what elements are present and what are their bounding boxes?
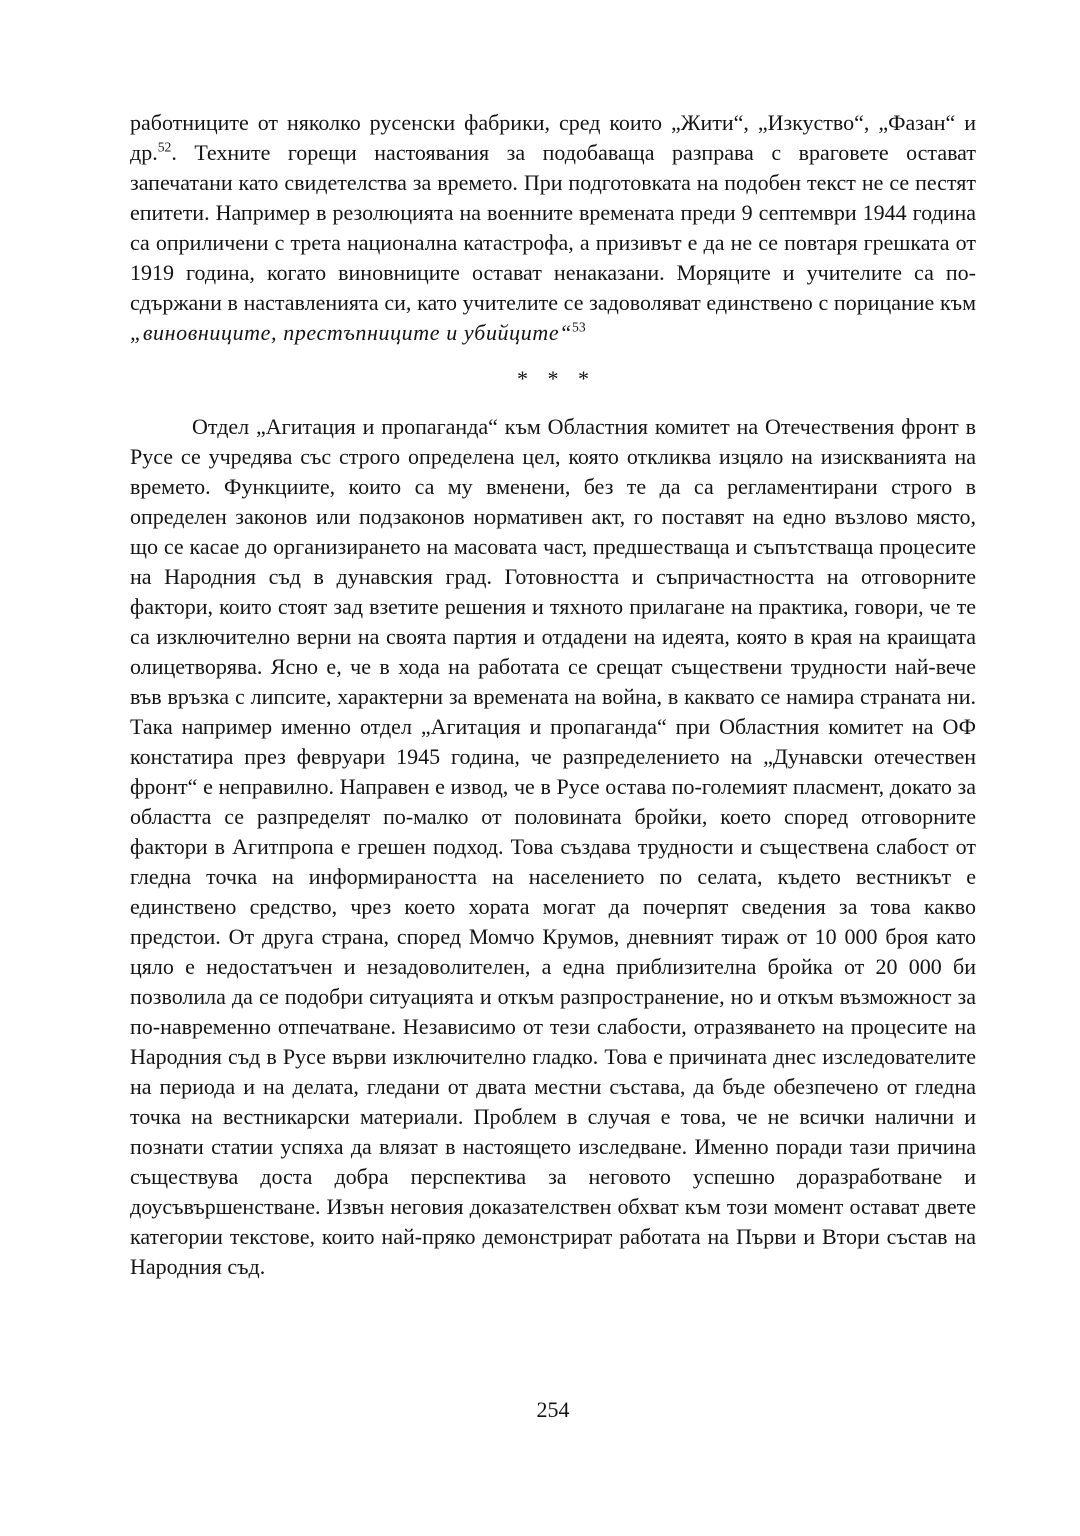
footnote-ref-52: 52 bbox=[157, 139, 172, 155]
text-block bbox=[130, 108, 976, 1282]
footnote-ref-53: 53 bbox=[572, 319, 586, 335]
para1-text-after-footnote: . Техните горещи настоявания за подобаваща разправа с враговете остават запечатани като свидетелства за времето. При подготовката на подобен текст не се пестят епитети. Например в резолюцията на военните времената преди 9 септември 1944 година са оприличени с трета национална катастрофа, а призивът е да не се повтаря грешката от 1919 година, когато виновниците остават ненаказани. Моряците и учителите са по-сдържани в наставленията си, като учителите се задоволяват единствено с порицание към bbox=[130, 140, 976, 315]
page-number: 254 bbox=[536, 1397, 570, 1422]
paragraph-main: Отдел „Агитация и пропаганда“ към Областния комитет на Отечествения фронт в Русе се учредява със строго определена цел, която откликва изцяло на изискванията на времето. Функциите, които са му вменени, без те да са регламентирани строго в определен законов или подзаконов нормативен акт, го поставят на едно възлово място, що се касае до организирането на масовата част, предшестваща и съпътстваща процесите на Народния съд в дунавския град. Готовността и съпричастността на отговорните фактори, които стоят зад взетите решения и тяхното прилагане на практика, говори, че те са изключително верни на своята партия и отдадени на идеята, която в края на краищата олицетворява. Ясно е, че в хода на работата се срещат съществени трудности най-вече във връзка с липсите, характерни за времената на война, в каквато се намира страната ни. Така например именно отдел „Агитация и пропаганда“ при Областния комитет на ОФ констатира през февруари 1945 година, че разпределението на „Дунавски отечествен фронт“ е неправилно. Направен е извод, че в Русе остава по-големият пласмент, докато за областта се разпределят по-малко от половината бройки, което според отговорните фактори в Агитпропа е грешен подход. Това създава трудности и съществена слабост от гледна точка на информираността на населението по селата, където вестникът е единствено средство, чрез което хората могат да почерпят сведения за това какво предстои. От друга страна, според Момчо Крумов, дневният тираж от 10 000 броя като цяло е недостатъчен и незадоволителен, а една приблизителна бройка от 20 000 би позволила да се подобри ситуацията и откъм разпространение, но и откъм възможност за по-навременно отпечатване. Независимо от тези слабости, отразяването на процесите на Народния съд в Русе върви изключително гладко. Това е причината днес изследователите на периода и на делата, гледани от двата местни състава, да бъде обезпечено от гледна точка на вестникарски материали. Проблем в случая е това, че не всички налични и познати статии успяха да влязат в настоящето изследване. Именно поради тази причина съществува доста добра перспектива за неговото успешно доразработване и доусъвършенстване. Извън неговия доказателствен обхват към този момент остават двете категории текстове, които най-пряко демонстрират работата на Първи и Втори състав на Народния съд. bbox=[130, 414, 976, 1279]
paragraph-continuation bbox=[130, 108, 976, 348]
para1-text-before-footnote: работниците от няколко русенски фабрики, сред които „Жити“, „Изкуство“, „Фазан“ и др. bbox=[130, 110, 976, 165]
section-separator: * * * bbox=[517, 366, 589, 391]
para1-italic-quote: „виновниците, престъпниците и убийците“ bbox=[130, 320, 573, 345]
